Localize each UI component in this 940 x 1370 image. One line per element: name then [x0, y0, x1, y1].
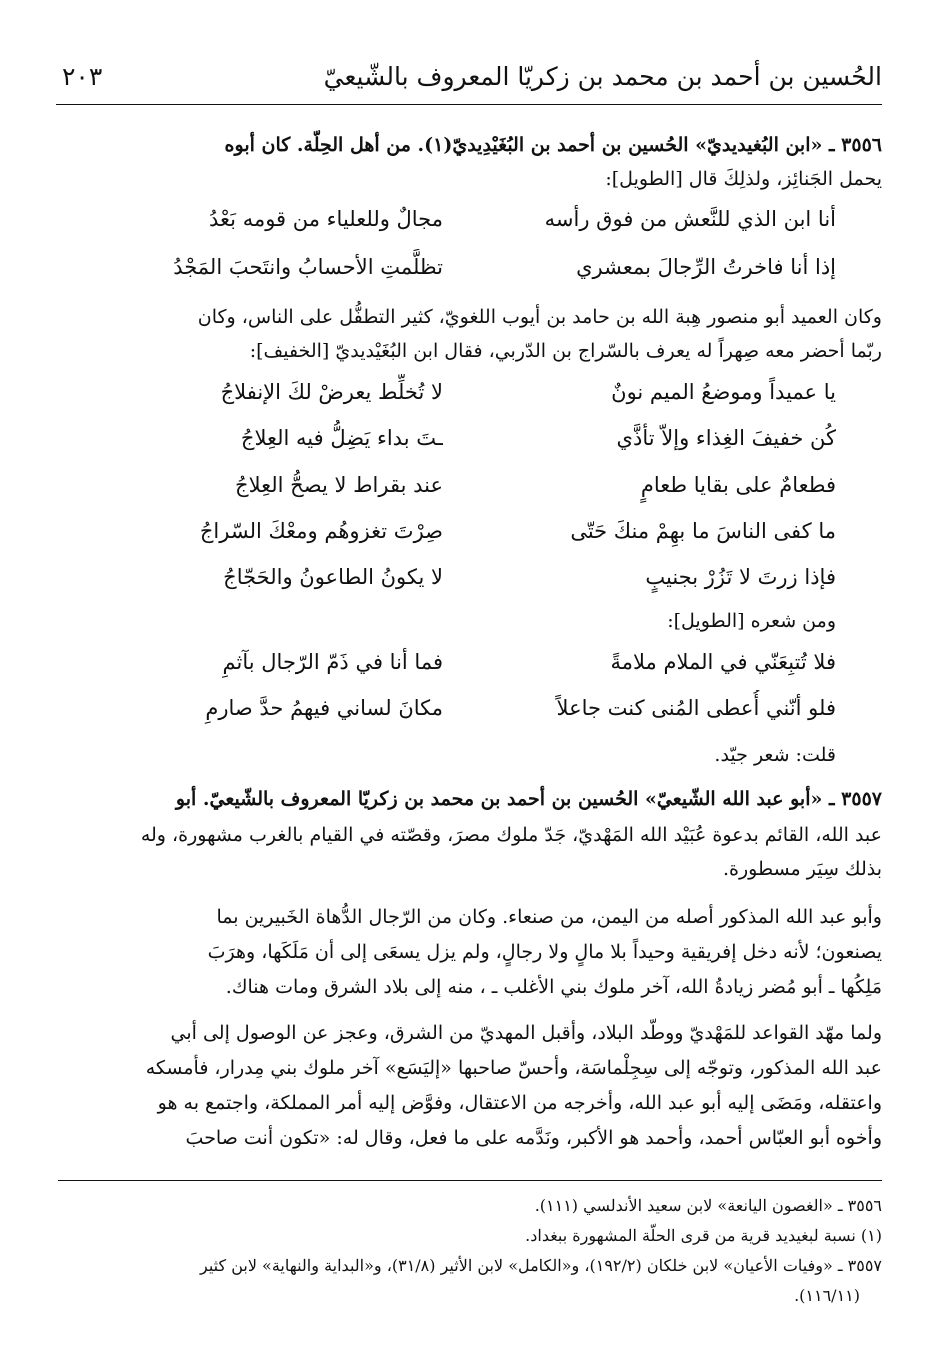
- entry-3557-paragraph-line: عبد الله، القائم بدعوة عُبَيْد الله المَهْديّ، جَدّ ملوك مصرَ، وقصّته في القيام بالغرب مشهورة، وله: [140, 824, 882, 846]
- entry-3556-paragraph-line: وكان العميد أبو منصور هِبة الله بن حامد بن أيوب اللغويّ، كثير التطفُّل على الناس، وكان: [197, 306, 882, 328]
- footnote-divider: [58, 1180, 882, 1181]
- verse-second-hemistich: لا تُخلِّط يعرضْ لكَ الإنفلاجُ: [220, 380, 443, 404]
- verse-second-hemistich: مجالٌ وللعلياء من قومه بَعْدُ: [209, 207, 443, 231]
- entry-3557-paragraph-line: يصنعون؛ لأنه دخل إفريقية وحيداً بلا مالٍ ولا رجالٍ، ولم يزل يسعَى إلى أن مَلَكَها، وهرَبَ: [207, 941, 882, 963]
- verse-first-hemistich: فلو أنّني أُعطى المُنى كنت جاعلاً: [556, 696, 836, 720]
- editor-remark: قلت: شعر جيّد.: [714, 744, 836, 766]
- entry-3557-paragraph-line: عبد الله المذكور، وتوجّه إلى سِجِلْماسَة، وأحسّ صاحبها «إليَسَع» آخر ملوك بني مِدرار، فأمسكه: [145, 1057, 882, 1079]
- entry-3556-intro-line: يحمل الجَنائِز، ولذلِكَ قال [الطويل]:: [605, 168, 882, 190]
- entry-3557-paragraph-line: ولما مهّد القواعد للمَهْديّ ووطّد البلاد، وأقبل المهديّ من الشرق، وعجز عن الوصول إلى أبي: [170, 1022, 882, 1044]
- verse-second-hemistich: فما أنا في ذَمّ الرّجال بآثمِ: [222, 650, 443, 674]
- footnote-line: ٣٥٥٧ ـ «وفيات الأعيان» لابن خلكان (١٩٢/٢)، و«الكامل» لابن الأثير (٣١/٨)، و«البداية والنهاية» لابن كثير: [200, 1256, 882, 1275]
- verse-second-hemistich: تظلَّمتِ الأحسابُ وانتَحبَ المَجْدُ: [173, 255, 443, 279]
- verse-first-hemistich: كُن خفيفَ الغِذاء وإلاّ تأذَّي: [616, 426, 836, 450]
- entry-3556-heading: ٣٥٥٦ ـ «ابن البُغيديديّ» الحُسين بن أحمد بن البُغَيْدِيديّ(١). من أهل الحِلّة. كان أبوه: [224, 134, 882, 156]
- verse-first-hemistich: فطعامٌ على بقايا طعامٍ: [640, 473, 836, 497]
- header-divider: [56, 104, 882, 105]
- running-header-title: الحُسين بن أحمد بن محمد بن زكريّا المعروف بالشّيعيّ: [323, 62, 882, 91]
- footnote-line: (١) نسبة لبغيديد قرية من قرى الحلّة المشهورة ببغداد.: [525, 1226, 882, 1245]
- verse-second-hemistich: لا يكونُ الطاعونُ والحَجّاجُ: [223, 565, 443, 589]
- entry-3557-paragraph-line: وأبو عبد الله المذكور أصله من اليمن، من صنعاء. وكان من الرّجال الدُّهاة الخَبيرين بما: [216, 906, 882, 928]
- entry-3557-paragraph-line: بذلك سِيَر مسطورة.: [723, 858, 882, 880]
- verse-first-hemistich: إذا أنا فاخرتُ الرِّجالَ بمعشري: [576, 255, 836, 279]
- verse-first-hemistich: ما كفى الناسَ ما بهِمْ منكَ حَتّى: [570, 519, 836, 543]
- verse-second-hemistich: صِرْتَ تغزوهُم ومعْكَ السّراجُ: [199, 519, 443, 543]
- verse-first-hemistich: أنا ابن الذي للنَّعش من فوق رأسه: [544, 207, 836, 231]
- footnote-line: (١١٦/١١).: [794, 1286, 860, 1305]
- entry-3557-paragraph-line: مَلِكُها ـ أبو مُضر زيادةُ الله، آخر ملوك بني الأغلب ـ ، منه إلى بلاد الشرق ومات هناك.: [225, 976, 882, 998]
- verse-second-hemistich: عند بقراط لا يصحُّ العِلاجُ: [235, 473, 443, 497]
- verse-second-hemistich: ـتَ بداء يَضِلُّ فيه العِلاجُ: [240, 426, 443, 450]
- entry-3557-paragraph-line: وأخوه أبو العبّاس أحمد، وأحمد هو الأكبر، ونَدَّمه على ما فعل، وقال له: «تكون أنت صاحبَ: [185, 1127, 882, 1149]
- verse-first-hemistich: فإذا زرتَ لا تَزُرْ بجنيبٍ: [645, 565, 836, 589]
- page-number: ٢٠٣: [62, 62, 103, 91]
- entry-3556-paragraph-line: ربّما أحضر معه صِهراً له يعرف بالسّراج بن الدّربي، فقال ابن البُغَيْديديّ [الخفيف]:: [249, 340, 882, 362]
- footnote-line: ٣٥٥٦ ـ «الغصون اليانعة» لابن سعيد الأندلسي (١١١).: [534, 1196, 882, 1215]
- entry-3557-paragraph-line: واعتقله، ومَضَى إليه أبو عبد الله، وأخرجه من الاعتقال، وفوَّض إليه أمر المملكة، واجتمع به هو: [157, 1092, 882, 1114]
- entry-3557-heading: ٣٥٥٧ ـ «أبو عبد الله الشّيعيّ» الحُسين بن أحمد بن محمد بن زكريّا المعروف بالشّيعيّ. أبو: [175, 788, 882, 810]
- verse-second-hemistich: مكانَ لساني فيهمُ حدَّ صارمِ: [205, 696, 443, 720]
- poem-intro: ومن شعره [الطويل]:: [667, 610, 836, 632]
- verse-first-hemistich: يا عميداً وموضعُ الميم نونٌ: [611, 380, 836, 404]
- verse-first-hemistich: فلا تُتبِعَنّي في الملام ملامةً: [610, 650, 836, 674]
